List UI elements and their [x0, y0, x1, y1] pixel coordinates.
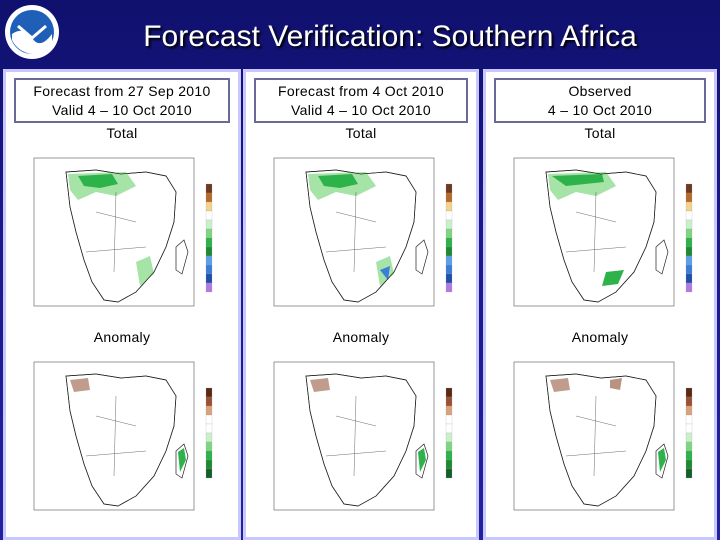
- total-precip-map: [256, 144, 466, 324]
- panel-header-line2: 4 – 10 Oct 2010: [547, 101, 653, 118]
- panel-header: [254, 78, 468, 123]
- anomaly-label: Anomaly: [571, 329, 629, 345]
- forecast-panel-4oct: [243, 69, 479, 540]
- total-precip-map: [496, 144, 706, 324]
- forecast-panel-27sep: [3, 69, 241, 540]
- observed-panel: [483, 69, 717, 540]
- panel-header: [14, 78, 230, 123]
- panel-header-line1: Forecast from 27 Sep 2010: [33, 82, 211, 99]
- anomaly-precip-map: [256, 348, 466, 528]
- panel-header-line1: Forecast from 4 Oct 2010: [278, 82, 444, 99]
- panel-header: [494, 78, 706, 123]
- slide-title: Forecast Verification: Southern Africa: [143, 20, 637, 53]
- anomaly-precip-map: [16, 348, 226, 528]
- total-label: Total: [106, 125, 138, 141]
- anomaly-precip-map: [496, 348, 706, 528]
- total-label: Total: [345, 125, 377, 141]
- total-precip-map: [16, 144, 226, 324]
- panel-header-line2: Valid 4 – 10 Oct 2010: [52, 101, 192, 118]
- total-label: Total: [584, 125, 616, 141]
- panel-header-line1: Observed: [568, 82, 632, 99]
- noaa-logo: [4, 4, 60, 60]
- anomaly-label: Anomaly: [332, 329, 390, 345]
- anomaly-label: Anomaly: [93, 329, 151, 345]
- panel-header-line2: Valid 4 – 10 Oct 2010: [291, 101, 431, 118]
